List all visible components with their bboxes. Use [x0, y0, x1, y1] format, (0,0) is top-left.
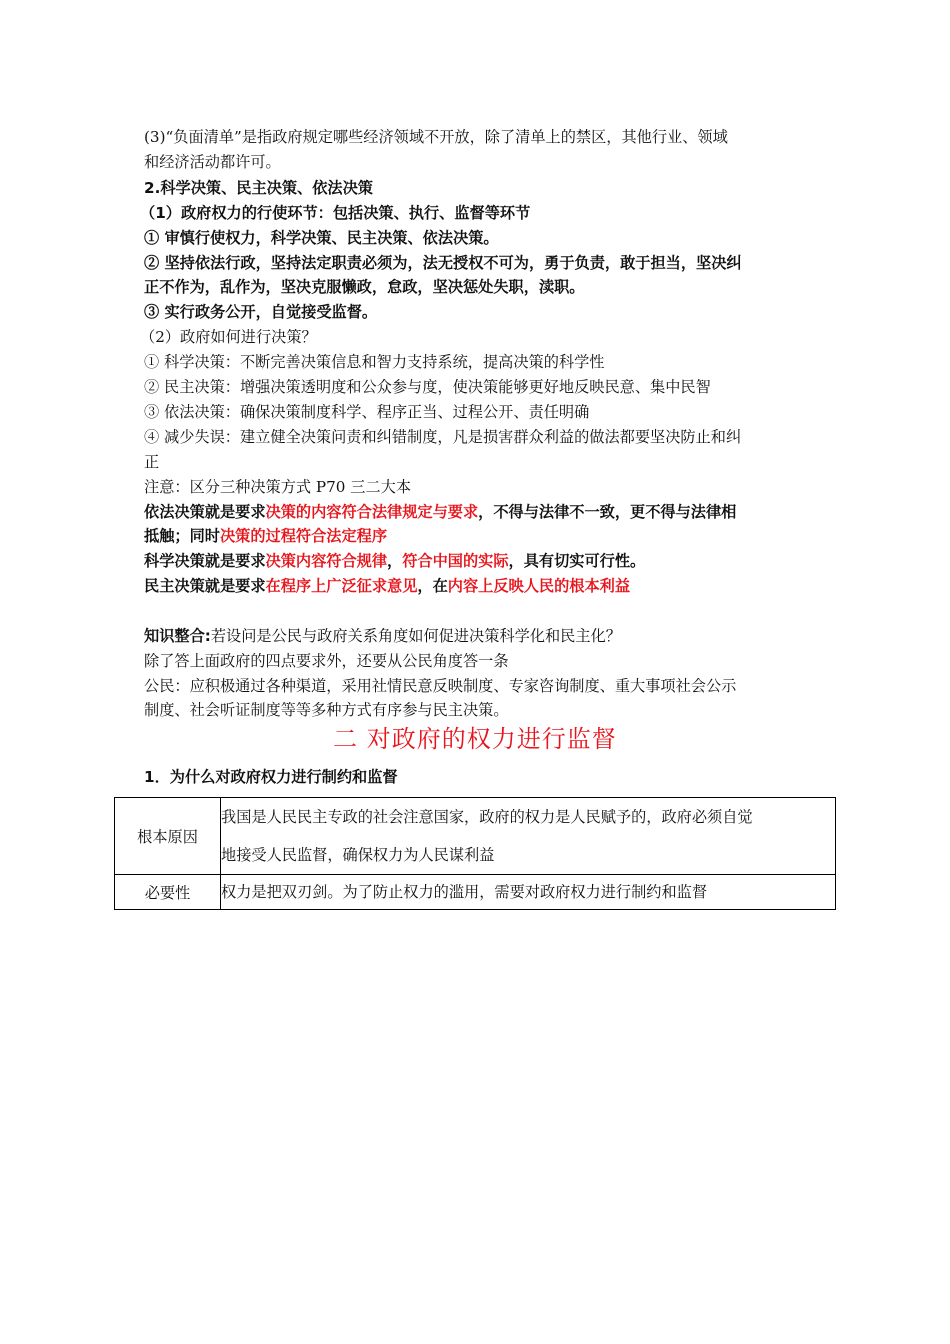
reasons-table [114, 797, 836, 910]
section-title-supervision: 二 对政府的权力进行监督 [333, 725, 617, 753]
heading-decision-making: 2.科学决策、民主决策、依法决策 [144, 179, 373, 197]
scientific-highlight-2: 符合中国的实际 [402, 552, 509, 570]
scientific-lead: 科学决策就是要求 [144, 552, 266, 570]
democratic-decision-line [144, 574, 630, 598]
legal-decision-highlight-2: 决策的过程符合法定程序 [219, 527, 387, 545]
decision-reduce-errors-line1: ④ 减少失误：建立健全决策问责和纠错制度，凡是损害群众利益的做法都要坚决防止和纠 [144, 428, 742, 446]
decision-democratic: ② 民主决策：增强决策透明度和公众参与度，使决策能够更好地反映民意、集中民智 [144, 378, 711, 396]
democratic-mid: ，在 [417, 577, 448, 595]
subheading-power-stages: （1）政府权力的行使环节：包括决策、执行、监督等环节 [140, 204, 531, 222]
table-row [115, 875, 836, 910]
knowledge-integration-label: 知识整合: [144, 627, 211, 645]
democratic-highlight-2: 内容上反映人民的根本利益 [447, 577, 630, 595]
heading-why-supervise: 1．为什么对政府权力进行制约和监督 [144, 768, 398, 786]
bullet-1: ① 审慎行使权力，科学决策、民主决策、依法决策。 [144, 229, 499, 247]
bullet-3: ③ 实行政务公开，自觉接受监督。 [144, 303, 378, 321]
fundamental-reason-line1: 我国是人民民主专政的社会注意国家，政府的权力是人民赋予的，政府必须自觉 [221, 808, 753, 826]
scientific-highlight-1: 决策内容符合规律 [265, 552, 387, 570]
paragraph-negative-list-line1: (3)“负面清单”是指政府规定哪些经济领域不开放，除了清单上的禁区，其他行业、领域 [144, 128, 728, 146]
legal-decision-lead: 依法决策就是要求 [144, 503, 266, 521]
row-label-fundamental-reason: 根本原因 [115, 798, 221, 875]
democratic-lead: 民主决策就是要求 [144, 577, 266, 595]
row-content-fundamental-reason [221, 798, 836, 875]
citizen-answer-line1: 公民：应积极通过各种渠道，采用社情民意反映制度、专家咨询制度、重大事项社会公示 [144, 677, 737, 695]
legal-decision-highlight-1: 决策的内容符合法律规定与要求 [265, 503, 479, 521]
decision-reduce-errors-line2: 正 [144, 453, 160, 471]
decision-legal: ③ 依法决策：确保决策制度科学、程序正当、过程公开、责任明确 [144, 403, 590, 421]
legal-decision-continue: ，不得与法律不一致，更不得与法律相 [478, 503, 737, 521]
democratic-highlight-1: 在程序上广泛征求意见 [265, 577, 418, 595]
knowledge-integration-line [144, 624, 621, 648]
legal-decision-line1 [144, 500, 736, 524]
note-line: 注意：区分三种决策方式 P70 三二大本 [144, 478, 412, 496]
row-label-necessity: 必要性 [115, 875, 221, 910]
legal-decision-line2 [144, 524, 387, 548]
paragraph-negative-list-line2: 和经济活动都许可。 [144, 153, 281, 171]
scientific-tail: ，具有切实可行性。 [508, 552, 646, 570]
table-row [115, 798, 836, 875]
scientific-comma: ， [387, 552, 403, 570]
bullet-2-line1: ② 坚持依法行政，坚持法定职责必须为，法无授权不可为，勇于负责，敢于担当，坚决纠 [144, 254, 742, 272]
citizen-answer-line2: 制度、社会听证制度等等多种方式有序参与民主决策。 [144, 701, 509, 719]
legal-decision-tail: 抵触；同时 [144, 527, 220, 545]
scientific-decision-line [144, 549, 645, 573]
bullet-2-line2: 正不作为，乱作为，坚决克服懒政，怠政，坚决惩处失职，渎职。 [144, 278, 585, 296]
knowledge-integration-question: 若设问是公民与政府关系角度如何促进决策科学化和民主化？ [210, 627, 621, 645]
knowledge-integration-note: 除了答上面政府的四点要求外，还要从公民角度答一条 [144, 652, 509, 670]
row-content-necessity: 权力是把双刃剑。为了防止权力的滥用，需要对政府权力进行制约和监督 [221, 875, 836, 910]
fundamental-reason-line2: 地接受人民监督，确保权力为人民谋利益 [221, 846, 495, 864]
decision-scientific: ① 科学决策：不断完善决策信息和智力支持系统，提高决策的科学性 [144, 353, 605, 371]
question-how-decide: （2）政府如何进行决策？ [140, 328, 317, 346]
